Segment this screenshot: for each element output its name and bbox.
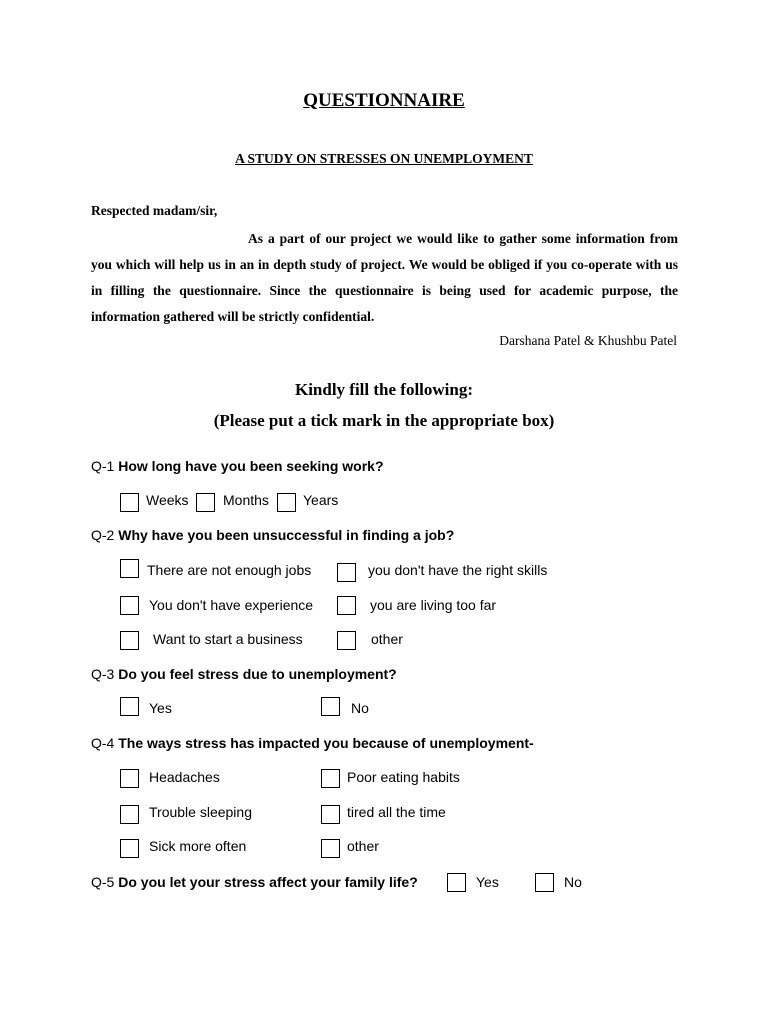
q4-sick-checkbox[interactable] [120, 839, 139, 858]
instruction-subheading: (Please put a tick mark in the appropriate box) [213, 411, 555, 430]
question-5 [91, 874, 418, 890]
page-title: QUESTIONNAIRE [303, 90, 465, 111]
question-3 [91, 666, 397, 682]
instruction-heading: Kindly fill the following: [294, 380, 474, 399]
q1-weeks-checkbox[interactable] [120, 493, 139, 512]
question-number: Q-4 [91, 735, 115, 751]
question-text: Do you feel stress due to unemployment? [118, 666, 397, 682]
q4-headaches-checkbox[interactable] [120, 769, 139, 788]
option-label: Trouble sleeping [149, 804, 252, 820]
question-text: The ways stress has impacted you because of unemployment- [118, 735, 534, 751]
salutation: Respected madam/sir, [91, 203, 218, 218]
option-label: No [564, 874, 582, 890]
question-number: Q-2 [91, 527, 115, 543]
question-text: Do you let your stress affect your family life? [118, 874, 418, 890]
question-number: Q-3 [91, 666, 115, 682]
intro-paragraph: As a part of our project we would like to gather some information from you which will help us in an in depth study of project. We would be obliged if you co-operate with us in filling the questionnaire. Since the questionnaire is being used for academic purpose, the information gathered will be strictly confidential. [91, 231, 678, 324]
option-label: Yes [476, 874, 499, 890]
q4-trouble-sleeping-checkbox[interactable] [120, 805, 139, 824]
q2-start-business-checkbox[interactable] [120, 631, 139, 650]
q5-no-checkbox[interactable] [535, 873, 554, 892]
q2-other-checkbox[interactable] [337, 631, 356, 650]
option-label: There are not enough jobs [147, 562, 312, 578]
option-label: Years [303, 492, 339, 508]
question-4 [91, 735, 534, 751]
option-label: You don't have experience [149, 597, 314, 613]
option-label: Months [223, 492, 269, 508]
page-subtitle: A STUDY ON STRESSES ON UNEMPLOYMENT [235, 151, 533, 166]
q4-poor-eating-checkbox[interactable] [321, 769, 340, 788]
option-label: tired all the time [347, 804, 446, 820]
q3-no-checkbox[interactable] [321, 697, 340, 716]
option-label: No [351, 700, 369, 716]
q3-yes-checkbox[interactable] [120, 697, 139, 716]
option-label: Headaches [149, 769, 220, 785]
option-label: you don't have the right skills [368, 562, 548, 578]
option-label: Yes [149, 700, 172, 716]
option-label: other [347, 838, 379, 854]
q2-not-enough-jobs-checkbox[interactable] [120, 559, 139, 578]
option-label: Poor eating habits [347, 769, 460, 785]
question-text: How long have you been seeking work? [118, 458, 384, 474]
option-label: Sick more often [149, 838, 247, 854]
q2-living-too-far-checkbox[interactable] [337, 596, 356, 615]
q1-months-checkbox[interactable] [196, 493, 215, 512]
q5-yes-checkbox[interactable] [447, 873, 466, 892]
authors: Darshana Patel & Khushbu Patel [499, 333, 677, 348]
question-2 [91, 527, 454, 543]
option-label: other [371, 631, 403, 647]
option-label: you are living too far [370, 597, 497, 613]
q2-no-experience-checkbox[interactable] [120, 596, 139, 615]
q2-right-skills-checkbox[interactable] [337, 563, 356, 582]
q4-other-checkbox[interactable] [321, 839, 340, 858]
question-text: Why have you been unsuccessful in finding a job? [118, 527, 455, 543]
q4-tired-checkbox[interactable] [321, 805, 340, 824]
q1-years-checkbox[interactable] [277, 493, 296, 512]
question-number: Q-1 [91, 458, 115, 474]
option-label: Weeks [146, 492, 189, 508]
question-number: Q-5 [91, 874, 115, 890]
option-label: Want to start a business [153, 631, 303, 647]
question-1 [91, 458, 384, 474]
